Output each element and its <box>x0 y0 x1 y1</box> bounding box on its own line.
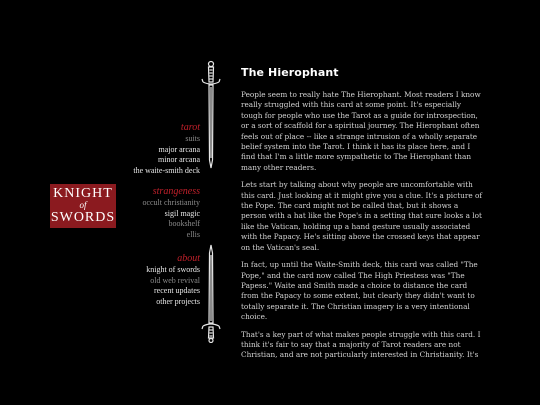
sword-icon <box>200 243 222 343</box>
nav-link-suits[interactable]: suits <box>185 134 200 143</box>
nav-link-bookshelf[interactable]: bookshelf <box>168 219 200 228</box>
site-logo[interactable] <box>50 184 116 228</box>
article-paragraph: That's a key part of what makes people struggle with this card. I think it's fair to say that a majority of Tarot readers are not Christian, and are not particularly interested in Christianity. It's <box>241 329 481 360</box>
nav-link-sigil-magic[interactable]: sigil magic <box>164 208 200 218</box>
nav-heading-tarot: tarot <box>180 122 200 133</box>
nav-heading-about: about <box>177 253 200 264</box>
article-title: The Hierophant <box>241 66 339 79</box>
nav-heading-strangeness: strangeness <box>152 186 200 197</box>
article-paragraph: In fact, up until the Waite-Smith deck, this card was called "The Pope," and the card now called The High Priestess was "The Papess." Waite and Smith made a choice to distance the card from the Papacy to some extent, but clearly they didn't want to totally separate it. The Christian imagery is a very intentional choice. <box>241 260 478 322</box>
nav-link-ellis[interactable]: ellis <box>186 229 200 239</box>
nav-link-major-arcana[interactable]: major arcana <box>158 144 200 154</box>
nav-group-strangeness <box>142 186 200 240</box>
nav-link-other-projects[interactable]: other projects <box>156 296 200 306</box>
nav-group-about <box>146 253 200 307</box>
article-paragraph: People seem to really hate The Hierophant. Most readers I know really struggled with this card at some point. It's especially tough for people who use the Tarot as a guide for introspection, or a sort of scaffold for a spiritual journey. The Hierophant often feels out of place -- like a strange intrusion of a wholly separate belief system into the Tarot. I think it has its place here, and I find that I'm a little more sympathetic to The Hierophant than many other readers. <box>241 90 481 172</box>
nav-link-occult-christianity[interactable]: occult christianity <box>142 198 200 207</box>
logo-line-swords: SWORDS <box>50 210 116 225</box>
nav-link-knight-of-swords[interactable]: knight of swords <box>146 265 200 274</box>
nav-link-recent-updates[interactable]: recent updates <box>154 286 200 295</box>
nav-group-tarot <box>133 122 200 176</box>
logo-line-of: of <box>79 200 87 210</box>
logo-line-knight: KNIGHT <box>53 186 113 201</box>
article <box>241 66 483 405</box>
nav-link-waite-smith-deck[interactable]: the waite-smith deck <box>133 165 200 175</box>
article-paragraph: Lets start by talking about why people are uncomfortable with this card. Just looking at it might give you a clue. It's a picture of the Pope. The card might not be called that, but it shows a person with a hat like the Pope's in a setting that sure looks a lot like the Vatican, holding up a hand gesture usually associated with the Papacy. He's sitting above the crossed keys that appear on the Vatican's seal. <box>241 180 483 252</box>
nav-link-old-web-revival[interactable]: old web revival <box>150 275 200 285</box>
nav-link-minor-arcana[interactable]: minor arcana <box>158 155 200 164</box>
sword-icon <box>200 60 222 170</box>
